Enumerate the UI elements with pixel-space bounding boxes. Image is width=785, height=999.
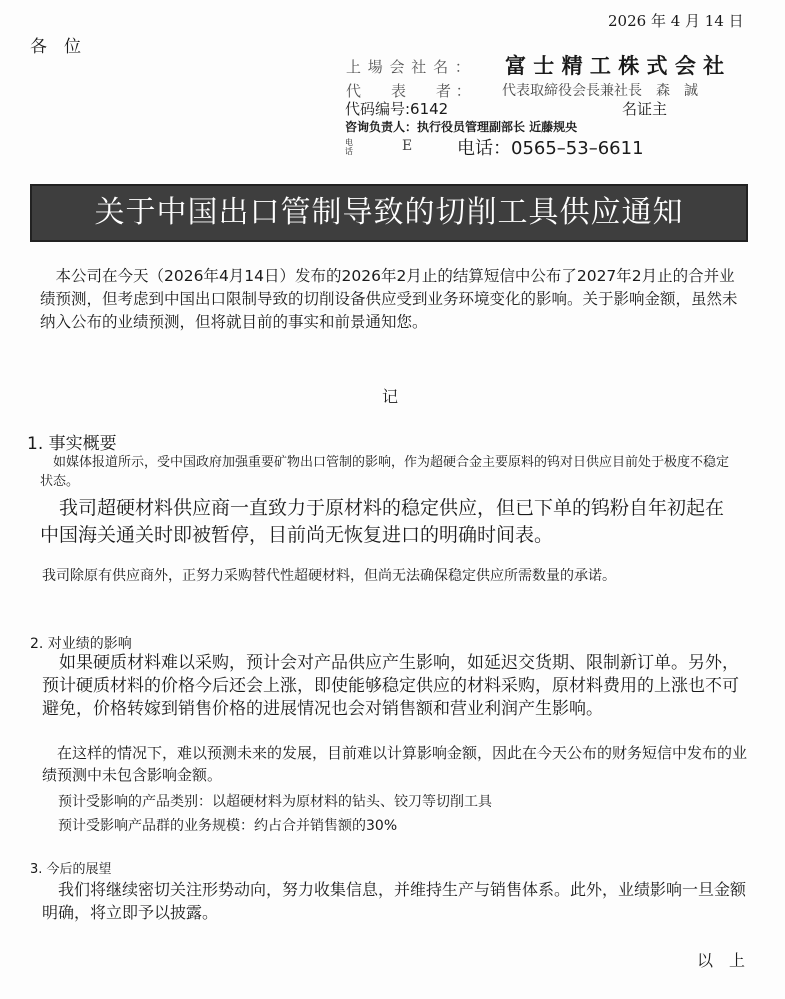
intro-paragraph: 本公司在今天（2026年4月14日）发布的2026年2月止的结算短信中公布了2027年2月止的合并业绩预测，但考虑到中国出口限制导致的切削设备供应受到业务环境变化的影响。关于影响金额，虽然未纳入公布的业绩预测，但将就目前的事实和前景通知您。 — [40, 267, 738, 331]
phone-number: 电话：0565–53–6611 — [457, 138, 644, 159]
contact-person: 咨询负责人：执行役员管理副部长 近藤规央 — [345, 120, 578, 134]
representative-name: 代表取締役会長兼社長 森 誠 — [502, 83, 698, 99]
section-3-para-1: 我们将继续密切关注形势动向，努力收集信息，并维持生产与销售体系。此外，业绩影响一旦金额明确，将立即予以披露。 — [42, 880, 747, 922]
ji-heading: 记 — [382, 387, 399, 406]
representative-label: 代 表 者 ： — [346, 82, 471, 100]
section-1-heading: 1. 事实概要 — [27, 434, 117, 454]
section-2-heading: 2. 对业绩的影响 — [30, 636, 132, 652]
affected-product-category: 预计受影响的产品类别：以超硬材料为原材料的钻头、铰刀等切削工具 — [58, 794, 492, 810]
salutation: 各 位 — [30, 37, 81, 57]
section-2-para-1: 如果硬质材料难以采购，预计会对产品供应产生影响，如延迟交货期、限制新订单。另外，预计硬质材料的价格今后还会上涨，即使能够稳定供应的材料采购，原材料费用的上涨也不可避免，价格转嫁到销售价格的进展情况也会对销售额和营业利润产生影响。 — [42, 653, 739, 719]
company-label: 上 場 会 社 名 ： — [346, 58, 471, 76]
section-1-para-1: 如媒体报道所示，受中国政府加强重要矿物出口管制的影响，作为超硬合金主要原料的钨对日供应目前处于极度不稳定状态。 — [40, 455, 730, 489]
stock-code: 代码编号:6142 — [345, 100, 449, 118]
section-1-para-3: 我司除原有供应商外，正努力采购替代性超硬材料，但尚无法确保稳定供应所需数量的承诺。 — [42, 568, 616, 584]
affected-business-scale: 预计受影响产品群的业务规模：约占合并销售额的30% — [58, 818, 398, 834]
exchange: 名证主 — [622, 100, 668, 118]
date: 2026 年 4 月 14 日 — [608, 12, 744, 30]
company-name: 富 士 精 工 株 式 会 社 — [505, 54, 725, 78]
section-2-para-2: 在这样的情况下，难以预测未来的发展，目前难以计算影响金额，因此在今天公布的财务短信中发布的业绩预测中未包含影响金额。 — [42, 744, 748, 784]
tel-e: E — [402, 138, 413, 154]
notice-title: 关于中国出口管制导致的切削工具供应通知 — [30, 184, 748, 242]
section-1-para-2: 我司超硬材料供应商一直致力于原材料的稳定供应，但已下单的钨粉自年初起在中国海关通关时即被暂停，目前尚无恢复进口的明确时间表。 — [40, 497, 725, 546]
section-3-heading: 3. 今后的展望 — [30, 862, 112, 877]
tel-small-label: 电话 — [345, 138, 353, 156]
closing: 以 上 — [697, 951, 746, 970]
